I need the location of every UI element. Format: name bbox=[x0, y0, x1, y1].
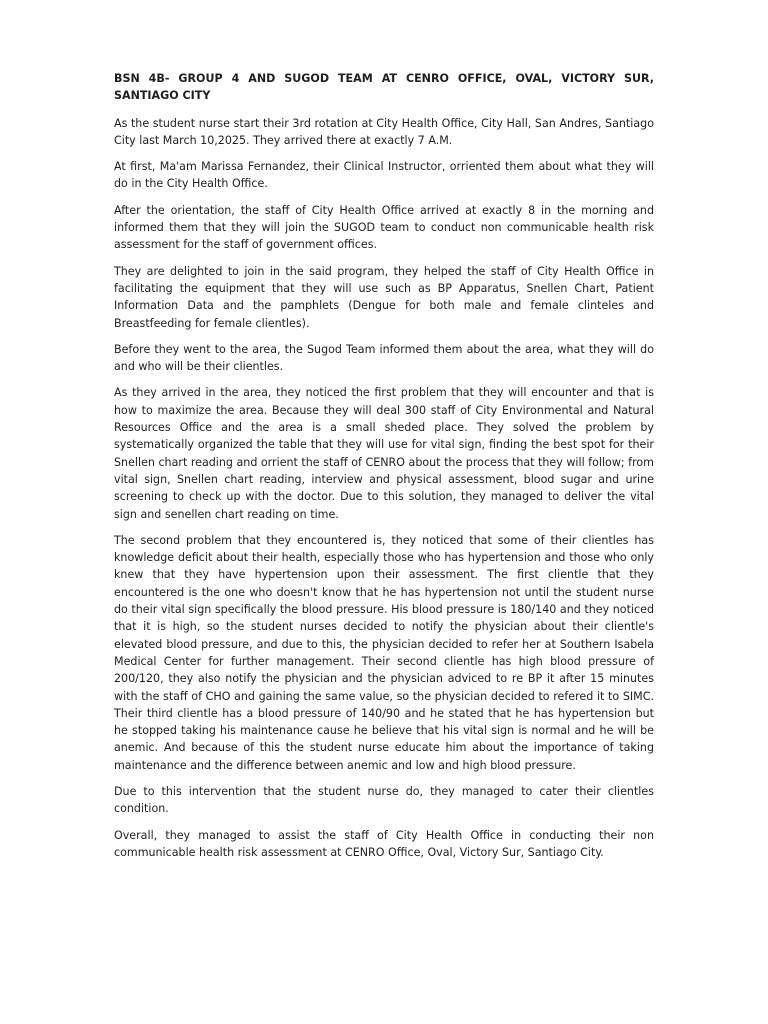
document-title: BSN 4B- GROUP 4 AND SUGOD TEAM AT CENRO OFFICE, OVAL, VICTORY SUR, SANTIAGO CITY bbox=[114, 72, 654, 103]
paragraph-sugod-team: After the orientation, the staff of City Health Office arrived at exactly 8 in the morning and informed them that they will join the SUGOD team to conduct non communicable health risk assessment for the staff of government offices. bbox=[114, 203, 654, 252]
paragraph-orientation: At first, Ma'am Marissa Fernandez, their Clinical Instructor, orriented them about what they will do in the City Health Office. bbox=[114, 160, 654, 191]
paragraph-equipment: They are delighted to join in the said program, they helped the staff of City Health Office in facilitating the equipment that they will use such as BP Apparatus, Snellen Chart, Patient Information Data and the pamphlets (Dengue for both male and female clinteles and Breastfeeding for female clientles). bbox=[114, 264, 654, 330]
paragraph-arrival: As the student nurse start their 3rd rotation at City Health Office, City Hall, San Andres, Santiago City last March 10,2025. They arrived there at exactly 7 A.M. bbox=[114, 116, 654, 147]
document-page bbox=[114, 70, 654, 870]
paragraph-briefing: Before they went to the area, the Sugod Team informed them about the area, what they will do and who will be their clientles. bbox=[114, 342, 654, 374]
paragraph-intervention: Due to this intervention that the student nurse do, they managed to cater their clientles condition. bbox=[114, 784, 654, 816]
paragraph-conclusion: Overall, they managed to assist the staff of City Health Office in conducting their non communicable health risk assessment at CENRO Office, Oval, Victory Sur, Santiago City. bbox=[114, 828, 654, 859]
paragraph-second-problem: The second problem that they encountered is, they noticed that some of their clientles has knowledge deficit about their health, especially those who has hypertension and those who only knew that they have hypertension upon their assessment. The first clientle that they encountered is the one who doesn't know that he has hypertension not until the student nurse do their vital sign specifically the blood pressure. His blood pressure is 180/140 and they noticed that it is high, so the student nurses decided to notify the physician about their clientle's elevated blood pressure, and due to this, the physician decided to refer her at Southern Isabela Medical Center for further management. Their second clientle has high blood pressure of 200/120, they also notify the physician and the physician adviced to re BP it after 15 minutes with the staff of CHO and gaining the same value, so the physician decided to refered it to SIMC. Their third clientle has a blood pressure of 140/90 and he stated that he has hypertension but he stopped taking his maintenance cause he believe that his vital sign is normal and he will be anemic. And because of this the student nurse educate him about the importance of taking maintenance and the difference between anemic and low and high blood pressure. bbox=[114, 533, 654, 772]
paragraph-first-problem: As they arrived in the area, they noticed the first problem that they will encounter and that is how to maximize the area. Because they will deal 300 staff of City Environmental and Natural Resources Office and the area is a small sheded place. They solved the problem by systematically organized the table that they will use for vital sign, finding the best spot for their Snellen chart reading and orrient the staff of CENRO about the process that they will follow; from vital sign, Snellen chart reading, interview and physical assessment, blood sugar and urine screening to check up with the doctor. Due to this solution, they managed to deliver the vital sign and senellen chart reading on time. bbox=[114, 386, 654, 521]
